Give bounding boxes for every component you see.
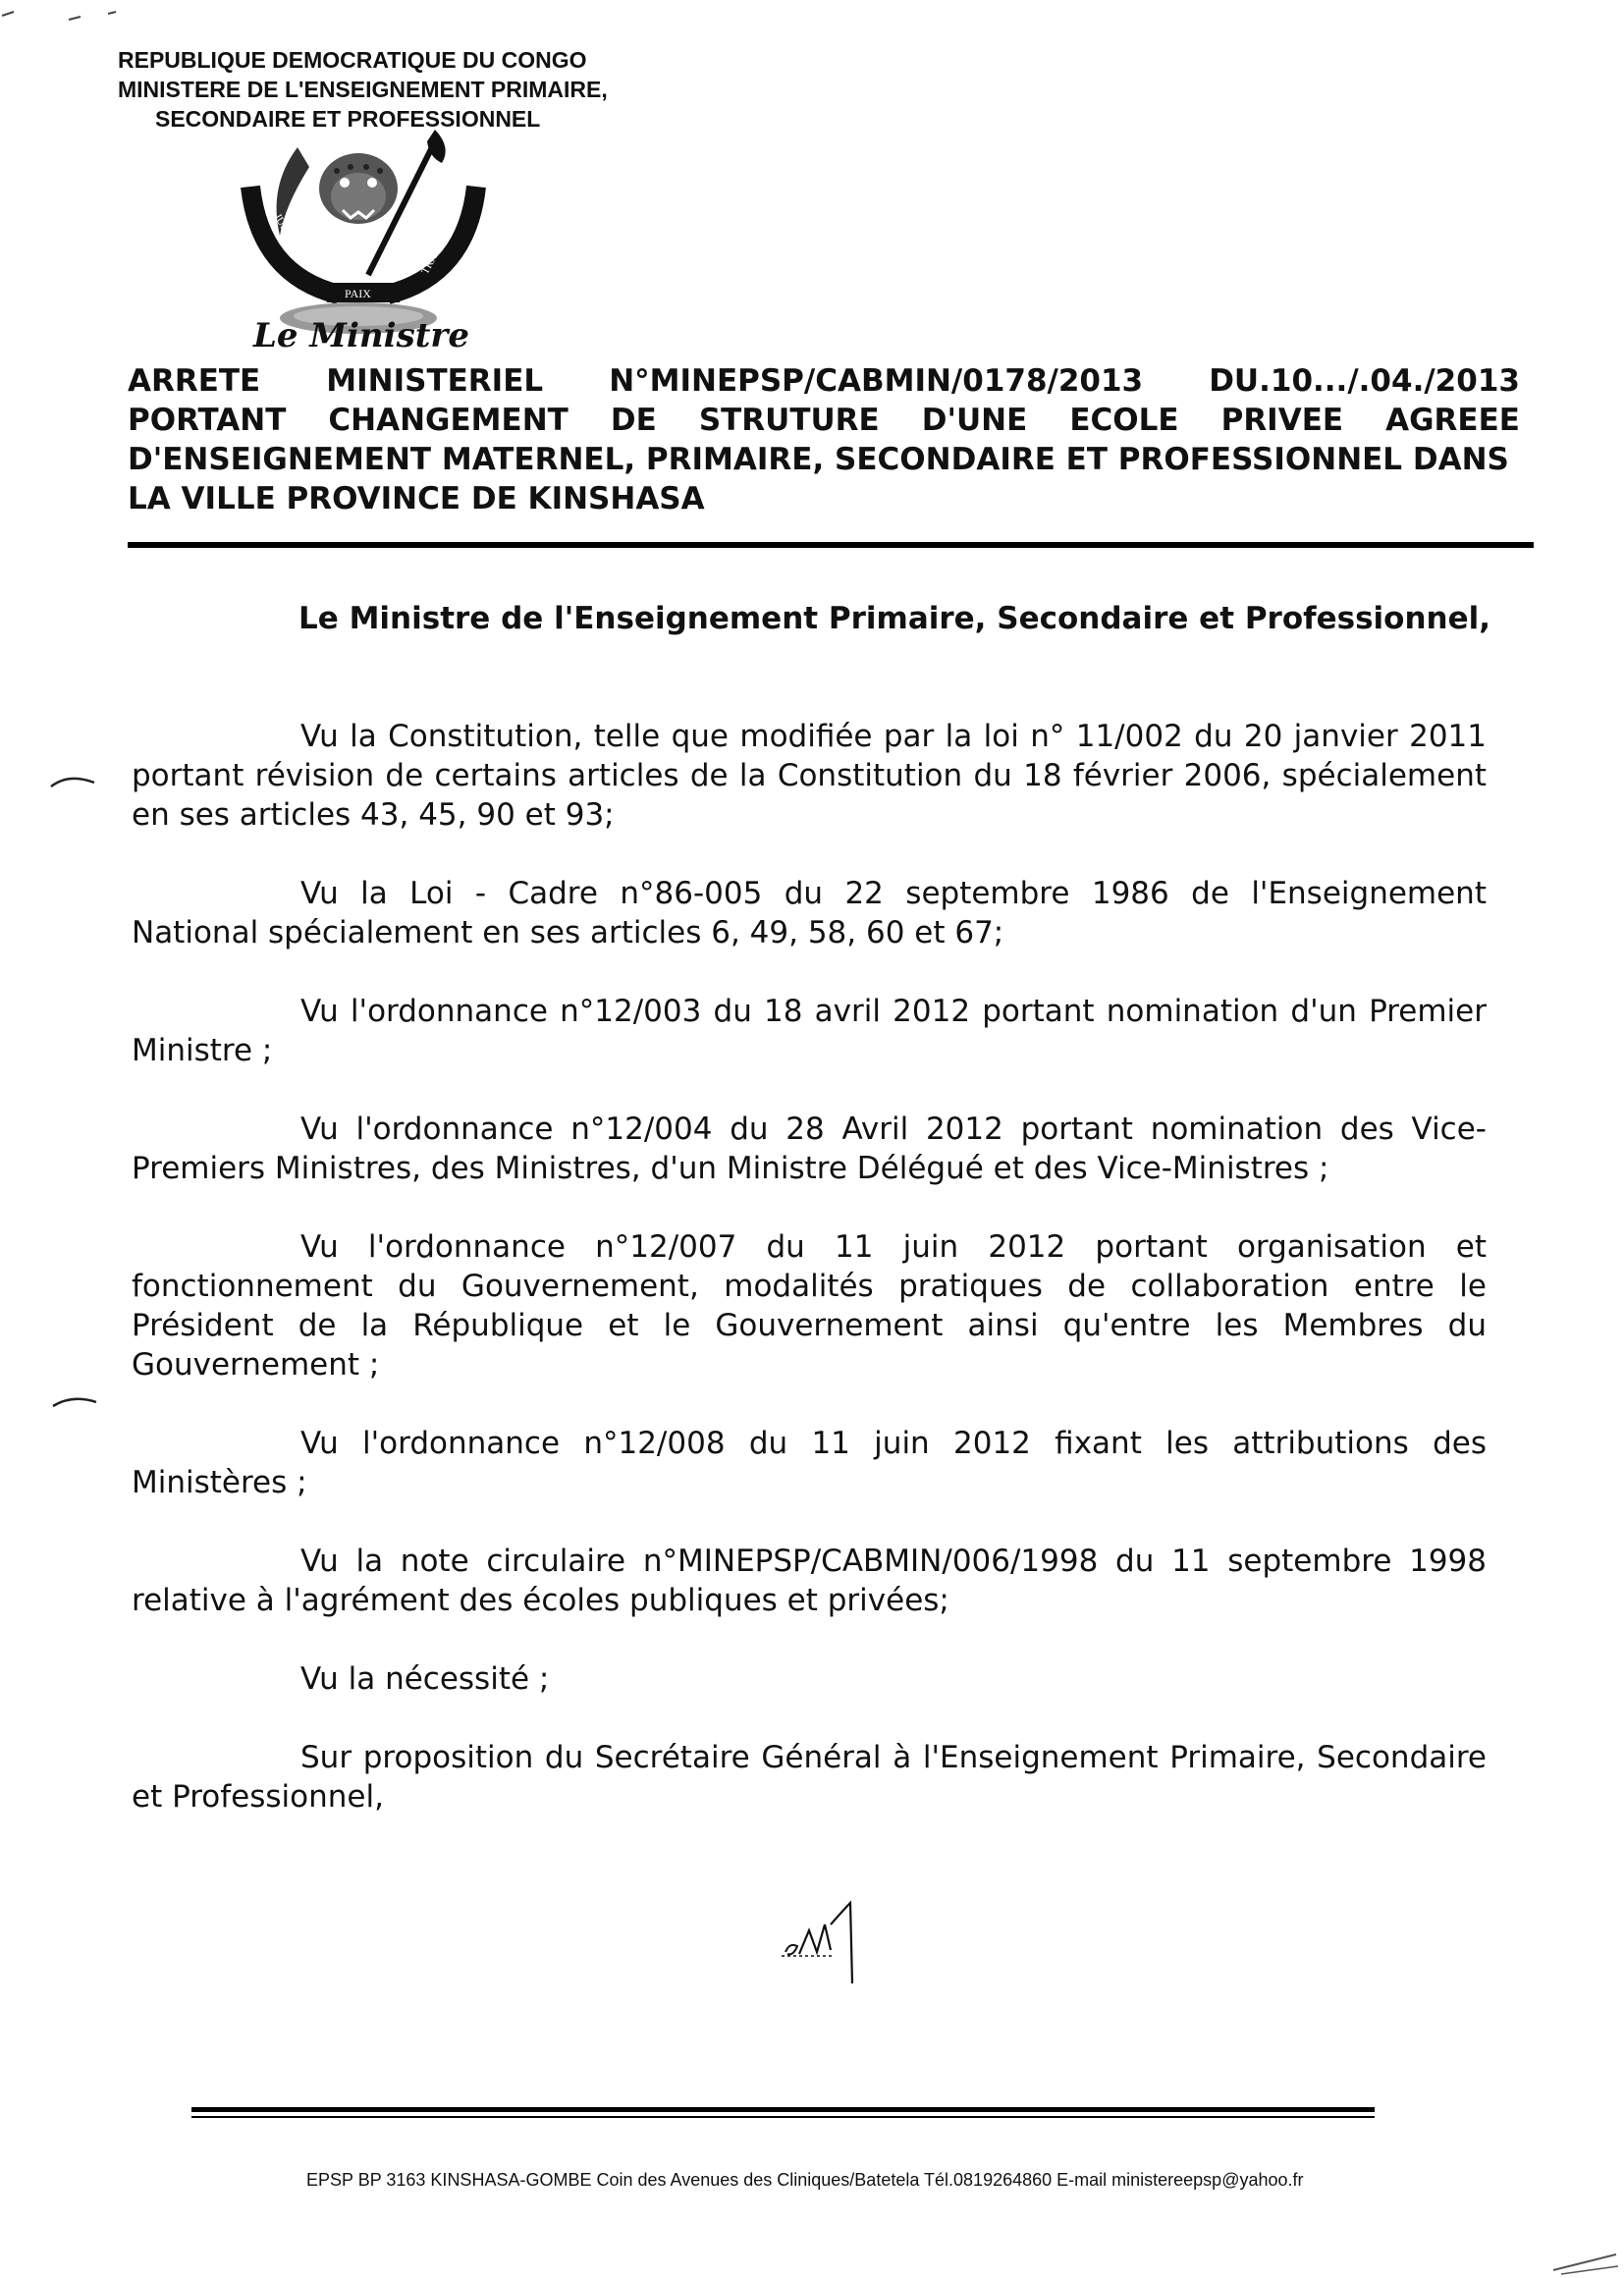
title-word: PRIVEE <box>1220 403 1344 438</box>
recital-paragraph: Vu l'ordonnance n°12/003 du 18 avril 2012 portant nomination d'un Premier Ministre ; <box>132 994 1487 1068</box>
title-word: AGREEE <box>1385 403 1520 438</box>
scan-mark-bottom-right <box>1551 2249 1620 2276</box>
decree-title-line-1 <box>128 361 1520 401</box>
emblem-motto-right: TRAVAIL <box>419 231 451 277</box>
decree-title-line-3: D'ENSEIGNEMENT MATERNEL, PRIMAIRE, SECONDAIRE ET PROFESSIONNEL DANS <box>128 442 1509 477</box>
recital-paragraph: Sur proposition du Secrétaire Général à l'Enseignement Primaire, Secondaire et Professionnel, <box>132 1740 1487 1815</box>
recital-paragraph: Vu la Loi - Cadre n°86-005 du 22 septembre 1986 de l'Enseignement National spécialement en ses articles 6, 49, 58, 60 et 67; <box>132 876 1487 950</box>
recital-paragraph: Vu la note circulaire n°MINEPSP/CABMIN/006/1998 du 11 septembre 1998 relative à l'agrément des écoles publiques et privées; <box>132 1544 1487 1618</box>
margin-mark-1 <box>49 771 98 790</box>
title-word: D'UNE <box>921 403 1028 438</box>
decree-title-line-4: LA VILLE PROVINCE DE KINSHASA <box>128 481 705 516</box>
decree-title-line-2 <box>128 401 1520 440</box>
decree-title <box>128 361 1520 518</box>
title-divider <box>128 542 1534 548</box>
recital-paragraph: Vu l'ordonnance n°12/007 du 11 juin 2012 portant organisation et fonctionnement du Gouvernement, modalités pratiques de collaboration entre le Président de la République et le Gouvernement ainsi qu'entre les Membres du Gouvernement ; <box>132 1229 1487 1383</box>
recital-paragraph: Vu la nécessité ; <box>300 1661 550 1697</box>
title-word: MINISTERIEL <box>326 363 544 399</box>
emblem-motto-left: JUSTICE <box>271 211 303 254</box>
letterhead-ministry: MINISTERE DE L'ENSEIGNEMENT PRIMAIRE, <box>118 77 608 102</box>
letterhead-country: REPUBLIQUE DEMOCRATIQUE DU CONGO <box>118 47 587 73</box>
footer-divider-thick <box>191 2107 1375 2112</box>
decree-number: N°MINEPSP/CABMIN/0178/2013 <box>609 363 1144 399</box>
margin-mark-2 <box>51 1392 100 1412</box>
footer-divider-thin <box>191 2116 1375 2118</box>
emblem-motto-center: PAIX <box>345 287 371 300</box>
title-word: DE <box>610 403 657 438</box>
footer-address: EPSP BP 3163 KINSHASA-GOMBE Coin des Avenues des Cliniques/Batetela Tél.0819264860 E-mail ministereepsp@yahoo.fr <box>306 2170 1304 2190</box>
title-word: ECOLE <box>1069 403 1179 438</box>
recital-paragraph: Vu l'ordonnance n°12/008 du 11 juin 2012 fixant les attributions des Ministères ; <box>132 1426 1487 1500</box>
recital-paragraph: Vu la Constitution, telle que modifiée par la loi n° 11/002 du 20 janvier 2011 portant révision de certains articles de la Constitution du 18 février 2006, spécialement en ses articles 43, 45, 90 et 93; <box>132 719 1487 833</box>
handwritten-initials <box>776 1895 884 1993</box>
title-word: ARRETE <box>128 363 261 399</box>
letterhead <box>118 45 727 134</box>
scan-mark-top-left <box>0 0 137 39</box>
minister-line: Le Ministre de l'Enseignement Primaire, Secondaire et Professionnel, <box>298 601 1491 636</box>
decree-body <box>132 717 1487 1856</box>
title-word: PORTANT <box>128 403 287 438</box>
title-word: CHANGEMENT <box>328 403 568 438</box>
recital-paragraph: Vu l'ordonnance n°12/004 du 28 Avril 2012 portant nomination des Vice-Premiers Ministres, des Ministres, d'un Ministre Délégué et des Vice-Ministres ; <box>132 1112 1487 1186</box>
decree-date: DU.10.../.04./2013 <box>1209 363 1520 399</box>
signatory-heading: Le Ministre <box>253 316 469 355</box>
coat-of-arms-emblem <box>241 128 486 339</box>
letterhead-ministry-cont: SECONDAIRE ET PROFESSIONNEL <box>155 106 541 132</box>
title-word: STRUTURE <box>698 403 880 438</box>
